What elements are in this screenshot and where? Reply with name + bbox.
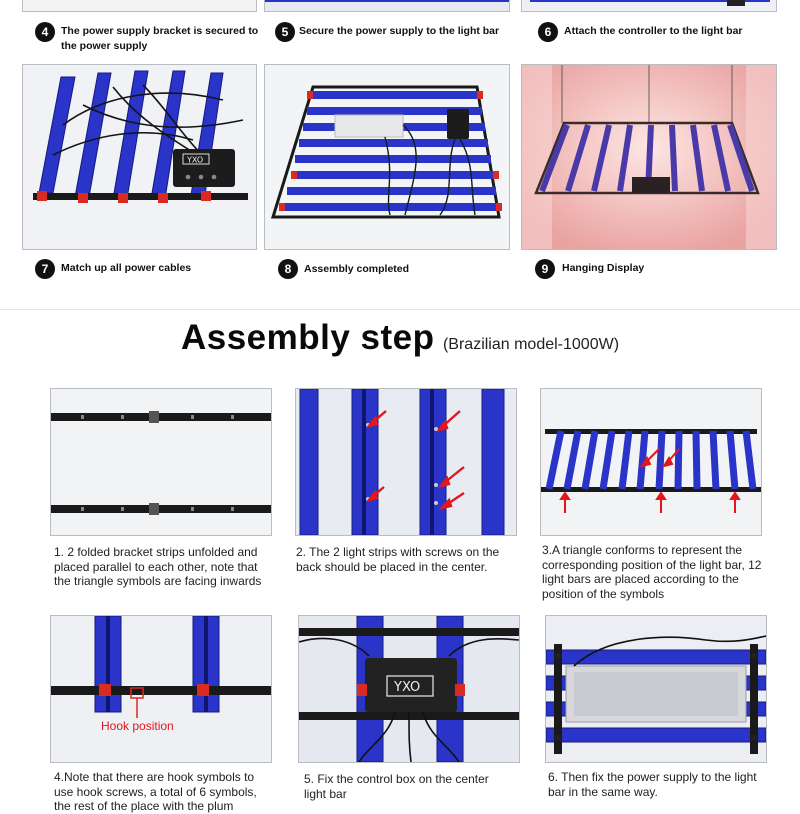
step-4-image — [22, 0, 257, 12]
step-6-caption: Attach the controller to the light bar — [564, 25, 743, 37]
brand-logo-text: YXO — [187, 155, 204, 165]
step-5-caption: Secure the power supply to the light bar — [299, 25, 500, 37]
step-7-image — [22, 64, 257, 250]
step-8-image — [264, 64, 510, 250]
assembly-step-5-caption: 5. Fix the control box on the center light bar — [304, 772, 489, 801]
assembly-step-1-caption: 1. 2 folded bracket strips unfolded and placed parallel to each other, note that the triangle symbols are facing inwards — [54, 545, 262, 588]
step-5-image — [264, 0, 510, 12]
step-6-number: 6 — [538, 22, 558, 42]
hook-position-label: Hook position — [101, 719, 174, 733]
assembly-step-4-image — [50, 615, 272, 763]
step-7-number: 7 — [35, 259, 55, 279]
step-9-number: 9 — [535, 259, 555, 279]
step-6-image — [521, 0, 777, 12]
step-4-number: 4 — [35, 22, 55, 42]
step-5-number: 5 — [275, 22, 295, 42]
step-8-number: 8 — [278, 259, 298, 279]
section-subtitle: (Brazilian model-1000W) — [442, 336, 620, 353]
step-9-caption: Hanging Display — [562, 262, 645, 274]
assembly-step-2-caption: 2. The 2 light strips with screws on the back should be placed in the center. — [296, 545, 500, 574]
assembly-step-3-caption: 3.A triangle conforms to represent the corresponding position of the light bar, 12 light bars are placed according to the position of the symbols — [542, 543, 762, 601]
assembly-step-1-image — [50, 388, 272, 536]
assembly-step-5-image — [298, 615, 520, 763]
section-divider — [0, 309, 800, 310]
step-8-caption: Assembly completed — [304, 263, 410, 275]
assembly-step-2-image — [295, 388, 517, 536]
step-4-caption: The power supply bracket is secured to the power supply — [61, 25, 259, 52]
assembly-step-6-caption: 6. Then fix the power supply to the light bar in the same way. — [548, 770, 757, 799]
step-7-caption: Match up all power cables — [61, 262, 192, 274]
step-9-image — [521, 64, 777, 250]
section-title: Assembly step — [180, 318, 435, 357]
brand-logo-text: YXO — [394, 680, 421, 695]
assembly-step-3-image — [540, 388, 762, 536]
assembly-step-6-image — [545, 615, 767, 763]
section-heading — [0, 318, 800, 362]
assembly-step-4-caption: 4.Note that there are hook symbols to use hook screws, a total of 6 symbols, the rest of the place with the plum — [54, 770, 257, 813]
